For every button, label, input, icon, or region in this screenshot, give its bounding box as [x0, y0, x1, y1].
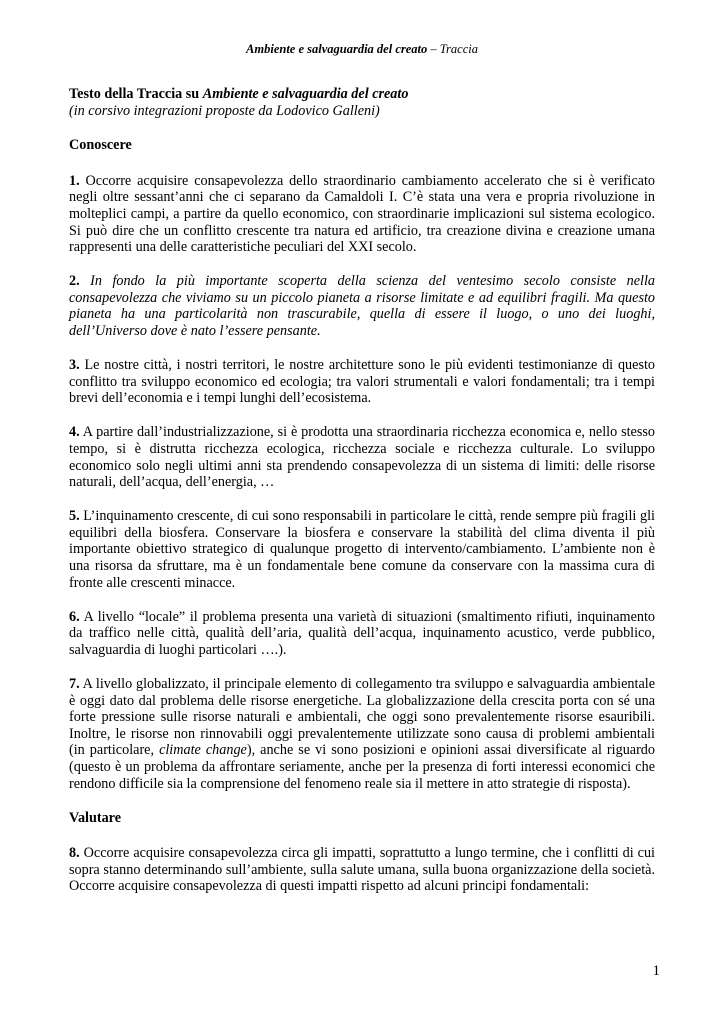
paragraph-number: 6.: [69, 608, 80, 625]
paragraph-number: 3.: [69, 357, 80, 374]
header-separator: –: [427, 42, 440, 56]
paragraph-number: 2.: [69, 273, 80, 290]
title-italic: Ambiente e salvaguardia del creato: [202, 86, 409, 102]
title-prefix: Testo della Traccia su: [69, 86, 203, 102]
paragraph-text-cont: ), anche se vi sono posizioni e opinioni assai diversificate al riguardo (questo è un problema da affrontare seriamente, anche per la presenza di forti interessi economici che rendono difficile sia la comprensione del fenomeno reale sia il mettere in atto strategie di risposta).: [69, 742, 655, 792]
paragraph-text: In fondo la più importante scoperta della scienza del ventesimo secolo consiste nella consapevolezza che viviamo su un piccolo pianeta a risorse limitate e ad equilibri fragili. Ma questo pianeta ha una particolarità non trascurabile, quella di essere il luogo, o uno dei luoghi, dell’Universo dove è nato l’essere pensante.: [69, 273, 655, 340]
paragraph-2: [69, 273, 655, 339]
document-title: [69, 86, 655, 103]
header-title: Ambiente e salvaguardia del creato: [246, 42, 428, 56]
paragraph-text: A livello “locale” il problema presenta una varietà di situazioni (smaltimento rifiuti, inquinamento da traffico nelle città, qualità dell’aria, qualità dell’acqua, inquinamento acustico, verde pubblico, salvaguardia di luoghi particolari ….).: [69, 608, 655, 658]
document-subtitle: (in corsivo integrazioni proposte da Lodovico Galleni): [69, 102, 380, 119]
paragraph-7: [69, 676, 655, 792]
page-number: 1: [652, 963, 660, 979]
paragraph-number: 5.: [69, 508, 80, 525]
paragraph-number: 8.: [69, 845, 80, 862]
section-heading-valutare: Valutare: [69, 809, 122, 826]
paragraph-number: 4.: [69, 424, 80, 441]
paragraph-number: 7.: [69, 676, 80, 693]
header-label: Traccia: [439, 42, 478, 56]
section-heading-conoscere: Conoscere: [69, 137, 132, 154]
paragraph-text: Occorre acquisire consapevolezza dello straordinario cambiamento accelerato che si è verificato negli oltre sessant’anni che ci separano da Camaldoli I. C’è stata una vera e propria rivoluzione in molteplici campi, a partire da quello economico, con straordinarie implicazioni sul sistema ecologico. Si può dire che un conflitto crescente tra natura ed artificio, tra creazione divina e creazione umana rappresenti una delle caratteristiche peculiari del XXI secolo.: [69, 172, 655, 256]
running-header: [0, 41, 724, 57]
paragraph-1: [69, 173, 655, 256]
paragraph-3: [69, 357, 655, 407]
paragraph-4: [69, 424, 655, 490]
paragraph-text: L’inquinamento crescente, di cui sono responsabili in particolare le città, rende sempre più fragili gli equilibri della biosfera. Conservare la biosfera e conservare la stabilità del clima diventa il più importante obiettivo strategico di qualunque progetto di intervento/cambiamento. L’ambiente non è una risorsa da sfruttare, ma è un fondamentale bene comune da conservare con la massima cura di fronte alle crescenti minacce.: [69, 508, 655, 591]
document-body: [69, 86, 655, 913]
paragraph-emphasis: climate change: [159, 742, 247, 759]
paragraph-5: [69, 508, 655, 591]
paragraph-text: A partire dall’industrializzazione, si è prodotta una straordinaria ricchezza economica e, nello stesso tempo, si è distrutta ricchezza ecologica, ricchezza sociale e ricchezza culturale. Lo sviluppo economico solo negli ultimi anni sta prendendo consapevolezza di un sistema di limiti: delle risorse naturali, dell’acqua, dell’energia, …: [69, 424, 655, 491]
paragraph-text: Le nostre città, i nostri territori, le nostre architetture sono le più evidenti testimonianze di questo conflitto tra sviluppo economico ed ecologia; tra valori strumentali e valori fondamentali; tra i tempi brevi dell’economia e i tempi lunghi dell’ecosistema.: [69, 357, 655, 407]
paragraph-6: [69, 609, 655, 659]
paragraph-text: A livello globalizzato, il principale elemento di collegamento tra sviluppo e salvaguardia ambientale è oggi dato dal problema delle risorse energetiche. La globalizzazione della crescita porta con sé una forte pressione sulle risorse naturali e ambientali, che oggi sono prevalentemente risorse esauribili. Inoltre, le risorse non rinnovabili oggi prevalentemente utilizzate sono causa di problemi ambientali (in particolare,: [69, 676, 655, 759]
paragraph-8: [69, 845, 655, 895]
paragraph-text: Occorre acquisire consapevolezza circa gli impatti, soprattutto a lungo termine, che i conflitti di cui sopra stanno determinando sull’ambiente, sulla salute umana, sulla buona organizzazione della società. Occorre acquisire consapevolezza di questi impatti rispetto ad alcuni principi fondamentali:: [69, 845, 655, 895]
paragraph-number: 1.: [69, 172, 80, 189]
